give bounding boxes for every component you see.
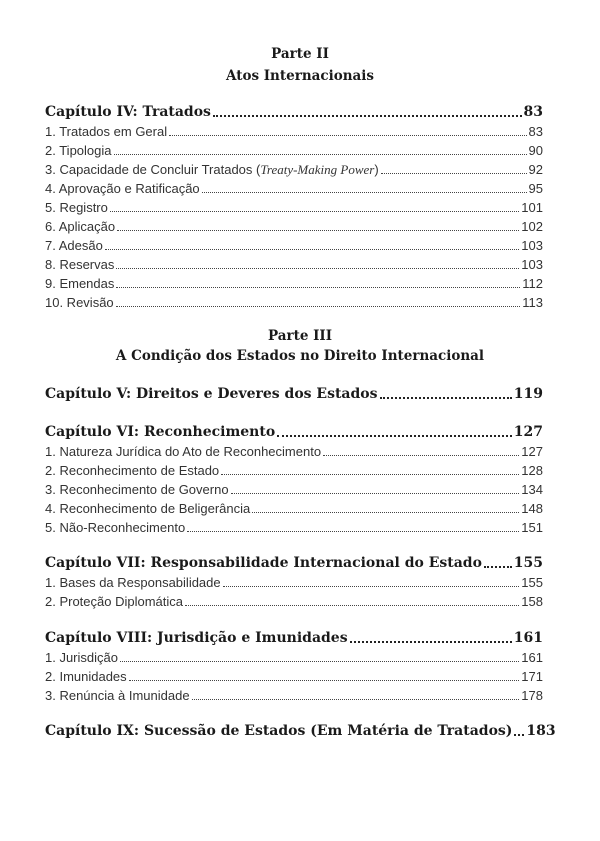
leader-dots bbox=[114, 153, 527, 155]
leader-dots bbox=[484, 565, 512, 568]
toc-chapter-9[interactable] bbox=[45, 723, 556, 740]
toc-entry-title: 7. Adesão bbox=[45, 238, 103, 253]
toc-entry[interactable] bbox=[45, 668, 543, 685]
leader-dots bbox=[110, 210, 519, 212]
toc-page-number: 83 bbox=[523, 104, 543, 120]
toc-entry[interactable] bbox=[45, 649, 543, 666]
toc-page-number: 134 bbox=[521, 482, 543, 497]
leader-dots bbox=[231, 492, 520, 494]
toc-page-number: 127 bbox=[513, 424, 543, 440]
part-2-title: Atos Internacionais bbox=[225, 68, 375, 84]
toc-entry-title: 8. Reservas bbox=[45, 257, 115, 272]
leader-dots bbox=[380, 396, 512, 399]
toc-page-number: 112 bbox=[522, 276, 543, 291]
leader-dots bbox=[116, 305, 521, 307]
leader-dots bbox=[514, 733, 524, 736]
leader-dots bbox=[117, 229, 519, 231]
toc-page-number: 103 bbox=[521, 238, 543, 253]
leader-dots bbox=[223, 585, 520, 587]
toc-page-number: 83 bbox=[528, 124, 543, 139]
toc-entry[interactable] bbox=[45, 218, 543, 235]
toc-page-number: 155 bbox=[513, 555, 543, 571]
leader-dots bbox=[192, 698, 520, 700]
toc-entry-title: 3. Renúncia à Imunidade bbox=[45, 688, 190, 703]
toc-page-number: 102 bbox=[521, 219, 543, 234]
toc-entry-title: 2. Reconhecimento de Estado bbox=[45, 463, 220, 478]
leader-dots bbox=[221, 473, 519, 475]
toc-page-number: 103 bbox=[521, 257, 543, 272]
part-3-title: A Condição dos Estados no Direito Internacional bbox=[115, 348, 485, 364]
toc-entry[interactable] bbox=[45, 161, 543, 178]
toc-entry-title: 5. Não-Reconhecimento bbox=[45, 520, 186, 535]
toc-entry[interactable] bbox=[45, 443, 543, 460]
toc-entry[interactable] bbox=[45, 199, 543, 216]
toc-entry-title: 1. Tratados em Geral bbox=[45, 124, 168, 139]
toc-page-number: 161 bbox=[513, 630, 543, 646]
toc-page-number: 158 bbox=[521, 594, 543, 609]
toc-entry-title: 2. Proteção Diplomática bbox=[45, 594, 184, 609]
toc-chapter-title: Capítulo IV: Tratados bbox=[45, 104, 211, 120]
toc-entry-title: 1. Natureza Jurídica do Ato de Reconhecimento bbox=[45, 444, 322, 459]
toc-entry-title: 4. Aprovação e Ratificação bbox=[45, 181, 200, 196]
toc-chapter-7[interactable] bbox=[45, 555, 543, 572]
leader-dots bbox=[120, 660, 519, 662]
leader-dots bbox=[252, 511, 519, 513]
toc-entry[interactable] bbox=[45, 687, 543, 704]
toc-entry-title: 9. Emendas bbox=[45, 276, 115, 291]
toc-chapter-title: Capítulo VI: Reconhecimento bbox=[45, 424, 276, 440]
toc-entry[interactable] bbox=[45, 123, 543, 140]
toc-page-number: 171 bbox=[521, 669, 543, 684]
leader-dots bbox=[323, 454, 519, 456]
toc-entry[interactable] bbox=[45, 294, 543, 311]
leader-dots bbox=[116, 286, 520, 288]
toc-chapter-8[interactable] bbox=[45, 630, 543, 647]
toc-page-number: 183 bbox=[526, 723, 556, 739]
toc-entry-title: 4. Reconhecimento de Beligerância bbox=[45, 501, 251, 516]
toc-entry-title: 1. Jurisdição bbox=[45, 650, 118, 665]
toc-page-number: 127 bbox=[521, 444, 543, 459]
toc-entry[interactable] bbox=[45, 574, 543, 591]
toc-entry[interactable] bbox=[45, 519, 543, 536]
toc-page-number: 155 bbox=[521, 575, 543, 590]
toc-page-number: 119 bbox=[513, 386, 543, 402]
toc-entry-title: 3. Capacidade de Concluir Tratados (Treaty-Making Power) bbox=[45, 162, 379, 177]
leader-dots bbox=[105, 248, 519, 250]
toc-page-number: 151 bbox=[521, 520, 543, 535]
toc-page-number: 101 bbox=[521, 200, 543, 215]
toc-entry[interactable] bbox=[45, 142, 543, 159]
leader-dots bbox=[213, 114, 522, 117]
toc-entry-title: 10. Revisão bbox=[45, 295, 114, 310]
toc-entry-italic: Treaty-Making Power bbox=[260, 162, 375, 177]
toc-chapter-4[interactable] bbox=[45, 104, 543, 121]
toc-chapter-title: Capítulo IX: Sucessão de Estados (Em Matéria de Tratados) bbox=[45, 723, 513, 739]
toc-entry-title: 2. Tipologia bbox=[45, 143, 112, 158]
toc-chapter-title: Capítulo VIII: Jurisdição e Imunidades bbox=[45, 630, 348, 646]
leader-dots bbox=[129, 679, 520, 681]
toc-page-number: 178 bbox=[521, 688, 543, 703]
toc-entry-title: 3. Reconhecimento de Governo bbox=[45, 482, 229, 497]
leader-dots bbox=[350, 640, 512, 643]
toc-chapter-6[interactable] bbox=[45, 424, 543, 441]
leader-dots bbox=[169, 134, 526, 136]
toc-entry[interactable] bbox=[45, 275, 543, 292]
toc-entry-title: 6. Aplicação bbox=[45, 219, 116, 234]
leader-dots bbox=[185, 604, 519, 606]
leader-dots bbox=[187, 530, 519, 532]
toc-page-number: 128 bbox=[521, 463, 543, 478]
toc-chapter-title: Capítulo V: Direitos e Deveres dos Estados bbox=[45, 386, 378, 402]
toc-page-number: 113 bbox=[522, 295, 543, 310]
toc-page-number: 161 bbox=[521, 650, 543, 665]
toc-entry-title: 5. Registro bbox=[45, 200, 108, 215]
toc-page-number: 90 bbox=[528, 143, 543, 158]
toc-page-number: 95 bbox=[528, 181, 543, 196]
toc-chapter-title: Capítulo VII: Responsabilidade Internacional do Estado bbox=[45, 555, 482, 571]
leader-dots bbox=[116, 267, 519, 269]
toc-page-number: 148 bbox=[521, 501, 543, 516]
toc-entry[interactable] bbox=[45, 593, 543, 610]
toc-entry-title: 2. Imunidades bbox=[45, 669, 127, 684]
toc-entry[interactable] bbox=[45, 500, 543, 517]
toc-chapter-5[interactable] bbox=[45, 386, 543, 403]
leader-dots bbox=[277, 434, 512, 437]
toc-entry[interactable] bbox=[45, 180, 543, 197]
part-3-label: Parte III bbox=[267, 328, 333, 344]
toc-entry[interactable] bbox=[45, 462, 543, 479]
leader-dots bbox=[381, 172, 527, 174]
toc-entry[interactable] bbox=[45, 481, 543, 498]
toc-entry[interactable] bbox=[45, 237, 543, 254]
part-2-label: Parte II bbox=[271, 46, 329, 62]
toc-entry-title: 1. Bases da Responsabilidade bbox=[45, 575, 221, 590]
leader-dots bbox=[202, 191, 527, 193]
toc-entry[interactable] bbox=[45, 256, 543, 273]
toc-page-number: 92 bbox=[528, 162, 543, 177]
